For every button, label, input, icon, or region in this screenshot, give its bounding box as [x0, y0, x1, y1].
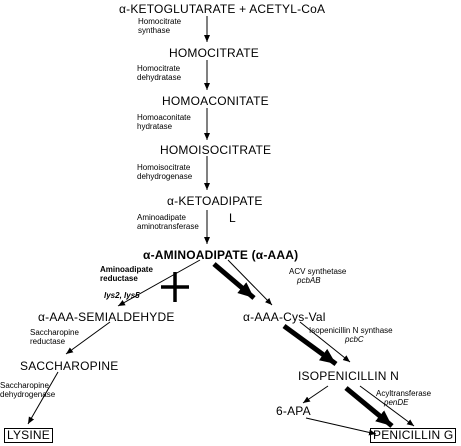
enzyme-label-line: aminotransferase [137, 222, 199, 231]
enzyme-label-line: hydratase [137, 122, 173, 131]
enzyme-homoaconitate-hydratase [137, 113, 191, 131]
compound-ketoadipate: α-KETOADIPATE [167, 194, 263, 208]
compound-acv: α-AAA-Cys-Val [243, 310, 326, 324]
compound-homocitrate: HOMOCITRATE [169, 46, 259, 60]
enzyme-label-line: reductase [30, 337, 66, 346]
compound-homoaconitate: HOMOACONITATE [162, 94, 269, 108]
enzyme-label-line: Homocitrate [138, 17, 182, 26]
enzyme-label-line: reductase [100, 274, 138, 283]
enzyme-gene-line: penDE [384, 398, 409, 407]
enzyme-homocitrate-synthase [138, 17, 181, 35]
arrow-to-apa [303, 386, 328, 403]
compound-saccharopine: SACCHAROPINE [20, 359, 119, 373]
enzyme-acv-synthetase [289, 267, 346, 285]
enzyme-label-line: dehydrogenase [0, 390, 56, 399]
enzyme-gene-line: pcbC [345, 335, 364, 344]
compound-start: α-KETOGLUTARATE + ACETYL-CoA [119, 2, 326, 16]
enzyme-label-line: Acyltransferase [376, 389, 432, 398]
enzyme-saccharopine-dehydrogenase [0, 381, 55, 399]
enzyme-saccharopine-reductase [30, 328, 79, 346]
enzyme-label-line: dehydrogenase [137, 172, 193, 181]
enzyme-aminoadipate-reductase [100, 265, 153, 283]
enzyme-label-line: Saccharopine [30, 328, 79, 337]
enzyme-aminoadipate-aminotransferase [137, 213, 199, 231]
enzyme-label-line: Homoaconitate [137, 113, 191, 122]
enzyme-homocitrate-dehydratase [137, 64, 181, 82]
enzyme-label-line: Aminoadipate [100, 265, 153, 274]
compound-isopenicillin: ISOPENICILLIN N [298, 369, 400, 383]
enzyme-reductase-genes: lys2, lys5 [104, 291, 140, 300]
compound-lysine: LYSINE [4, 428, 53, 443]
compound-apa: 6-APA [276, 404, 311, 418]
enzyme-isopenicillin-synthase [309, 326, 393, 344]
enzyme-acyltransferase [376, 389, 431, 407]
enzyme-homoisocitrate-dehydrogenase [137, 163, 192, 181]
enzyme-label-line: ACV synthetase [289, 267, 347, 276]
enzyme-label-line: Aminoadipate [137, 213, 186, 222]
arrow-apa-to-penicillin [306, 418, 376, 434]
enzyme-label-line: Isopenicillin N synthase [309, 326, 393, 335]
enzyme-label-line: Homocitrate [137, 64, 181, 73]
compound-aminoadipate: α-AMINOADIPATE (α-AAA) [143, 248, 299, 262]
enzyme-label-line: dehydratase [137, 73, 182, 82]
enzyme-label-line: Saccharopine [0, 381, 49, 390]
compound-homoisocitrate: HOMOISOCITRATE [160, 143, 272, 157]
compound-semialdehyde: α-AAA-SEMIALDEHYDE [38, 310, 175, 324]
l-marker: L [229, 211, 236, 225]
enzyme-label-line: Homoisocitrate [137, 163, 191, 172]
compound-penicillin: PENICILLIN G [370, 428, 456, 443]
enzyme-label-line: synthase [138, 26, 171, 35]
enzyme-gene-line: pcbAB [297, 276, 321, 285]
